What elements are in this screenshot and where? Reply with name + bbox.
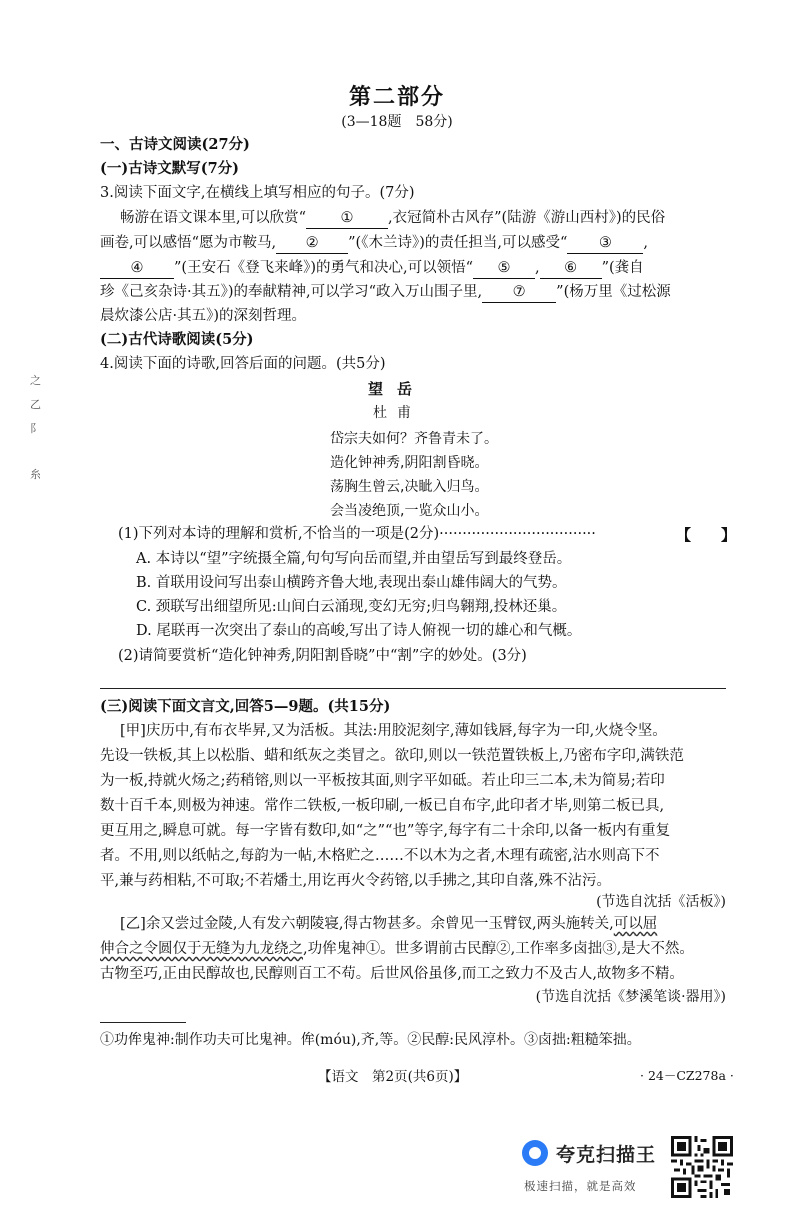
qr-code-icon[interactable] — [671, 1136, 733, 1198]
jia-line-3: 为一板,持就火炀之;药稍镕,则以一平板按其面,则字平如砥。若止印三二本,未为简易;若印 — [100, 773, 665, 789]
q3-line-5: 晨炊漆公店·其五》)的深刻哲理。 — [100, 308, 307, 324]
margin-mark: 阝 — [30, 422, 41, 435]
jia-line-5: 更互用之,瞬息可就。每一字皆有数印,如“之”“也”等字,每字有二十余印,以备一板内有重复 — [100, 823, 671, 839]
jia-line-6: 者。不用,则以纸帖之,每韵为一帖,木格贮之……不以木为之者,木理有疏密,沾水则高下不 — [100, 848, 660, 864]
subsection-heading-2: (二)古代诗歌阅读(5分) — [100, 331, 254, 348]
option-c: C. 颈联写出细望所见:山间白云涌现,变幻无穷;归鸟翱翔,投林还巢。 — [136, 599, 567, 615]
scanner-tagline: 极速扫描，就是高效 — [524, 1179, 637, 1193]
answer-bracket[interactable]: 【 】 — [676, 526, 737, 544]
page-subtitle: (3—18题 58分) — [341, 114, 453, 130]
answer-blank-7[interactable]: ⑦ — [482, 282, 556, 303]
footnote: ①功侔鬼神:制作功夫可比鬼神。侔(móu),齐,等。②民醇:民风淳朴。③卤拙:粗糙笨拙。 — [100, 1032, 641, 1048]
answer-blank-3[interactable]: ③ — [567, 233, 643, 254]
yi-line-2: 伸合之令圆仅于无缝为九龙绕之,功侔鬼神①。世多谓前古民醇②,工作率多卤拙③,是大不然。 — [100, 941, 694, 957]
margin-mark: 乙 — [30, 398, 41, 411]
question-4-2: (2)请简要赏析“造化钟神秀,阴阳割昏晓”中“割”字的妙处。(3分) — [118, 648, 527, 664]
q3-line-1: 畅游在语文课本里,可以欣赏“ ① ,衣冠简朴古风存”(陆游《游山西村》)的民俗 — [120, 208, 665, 229]
footnote-rule — [100, 1022, 186, 1023]
jia-source: (节选自沈括《活板》) — [596, 894, 726, 910]
question-4-stem: 4.阅读下面的诗歌,回答后面的问题。(共5分) — [100, 356, 386, 372]
wavy-underlined-text: 可以屈 — [613, 916, 658, 932]
scanner-logo-icon — [522, 1140, 548, 1166]
section-3-heading: (三)阅读下面文言文,回答5—9题。(共15分) — [100, 698, 391, 715]
margin-mark: 糸 — [30, 468, 41, 481]
yi-line-3: 古物至巧,正由民醇故也,民醇则百工不苟。后世风俗虽侈,而工之致力不及古人,故物多不精。 — [100, 966, 684, 982]
poem-author: 杜甫 — [373, 405, 421, 421]
scanner-watermark — [522, 1138, 662, 1202]
answer-blank-6[interactable]: ⑥ — [540, 258, 602, 279]
subsection-heading: (一)古诗文默写(7分) — [100, 160, 240, 177]
answer-blank-5[interactable]: ⑤ — [473, 258, 535, 279]
question-4-1: (1)下列对本诗的理解和赏析,不恰当的一项是(2分)·································· — [118, 526, 596, 542]
poem-line-3: 荡胸生曾云,决眦入归鸟。 — [330, 479, 489, 495]
q3-line-2: 画卷,可以感悟“愿为市鞍马, ② ”(《木兰诗》)的责任担当,可以感受“ ③ , — [100, 233, 648, 254]
poem-line-2: 造化钟神秀,阴阳割昏晓。 — [330, 455, 489, 471]
scanner-brand-name: 夸克扫描王 — [556, 1144, 657, 1166]
poem-line-4: 会当凌绝顶,一览众山小。 — [330, 503, 489, 519]
jia-line-2: 先设一铁板,其上以松脂、蜡和纸灰之类冒之。欲印,则以一铁范置铁板上,乃密布字印,满铁范 — [100, 748, 684, 764]
wavy-underlined-text-2: 伸合之令圆仅于无缝为九龙绕之 — [100, 941, 303, 957]
answer-blank-4[interactable]: ④ — [100, 258, 174, 279]
jia-line-4: 数十百千本,则极为神速。常作二铁板,一板印刷,一板已自布字,此印者才毕,则第二板已具, — [100, 798, 665, 814]
jia-line-1: [甲]庆历中,有布衣毕昇,又为活板。其法:用胶泥刻字,薄如钱唇,每字为一印,火烧令坚。 — [120, 723, 667, 739]
answer-blank-2[interactable]: ② — [276, 233, 348, 254]
jia-line-7: 平,兼与药相粘,不可取;不若燔土,用讫再火令药镕,以手拂之,其印自落,殊不沾污。 — [100, 873, 612, 889]
q3-line-4: 珍《己亥杂诗·其五》)的奉献精神,可以学习“政入万山围子里, ⑦ ”(杨万里《过松源 — [100, 282, 671, 303]
option-a: A. 本诗以“望”字统摄全篇,句句写向岳而望,并由望岳写到最终登岳。 — [136, 551, 572, 567]
q3-line-3: ④ ”(王安石《登飞来峰》)的勇气和决心,可以领悟“ ⑤ , ⑥ ”(龚自 — [100, 258, 644, 279]
yi-line-1: [乙]余又尝过金陵,人有发六朝陵寝,得古物甚多。余曾见一玉臂钗,两头施转关,可以屈 — [120, 916, 658, 932]
answer-line[interactable] — [100, 688, 726, 689]
question-3-stem: 3.阅读下面文字,在横线上填写相应的句子。(7分) — [100, 185, 415, 201]
page-footer: 【语文 第2页(共6页)】 — [318, 1069, 468, 1085]
paper-code: · 24－CZ278a · — [640, 1068, 734, 1083]
yi-source: (节选自沈括《梦溪笔谈·器用》) — [535, 989, 726, 1005]
answer-blank-1[interactable]: ① — [306, 208, 388, 229]
section-heading: 一、古诗文阅读(27分) — [100, 136, 250, 153]
option-d: D. 尾联再一次突出了泰山的高峻,写出了诗人俯视一切的雄心和气概。 — [136, 623, 582, 639]
margin-mark: 之 — [30, 374, 41, 387]
page-title: 第二部分 — [348, 84, 445, 110]
option-b: B. 首联用设问写出泰山横跨齐鲁大地,表现出泰山雄伟阔大的气势。 — [136, 575, 567, 591]
poem-line-1: 岱宗夫如何？齐鲁青未了。 — [330, 431, 498, 447]
poem-title: 望岳 — [367, 380, 426, 398]
